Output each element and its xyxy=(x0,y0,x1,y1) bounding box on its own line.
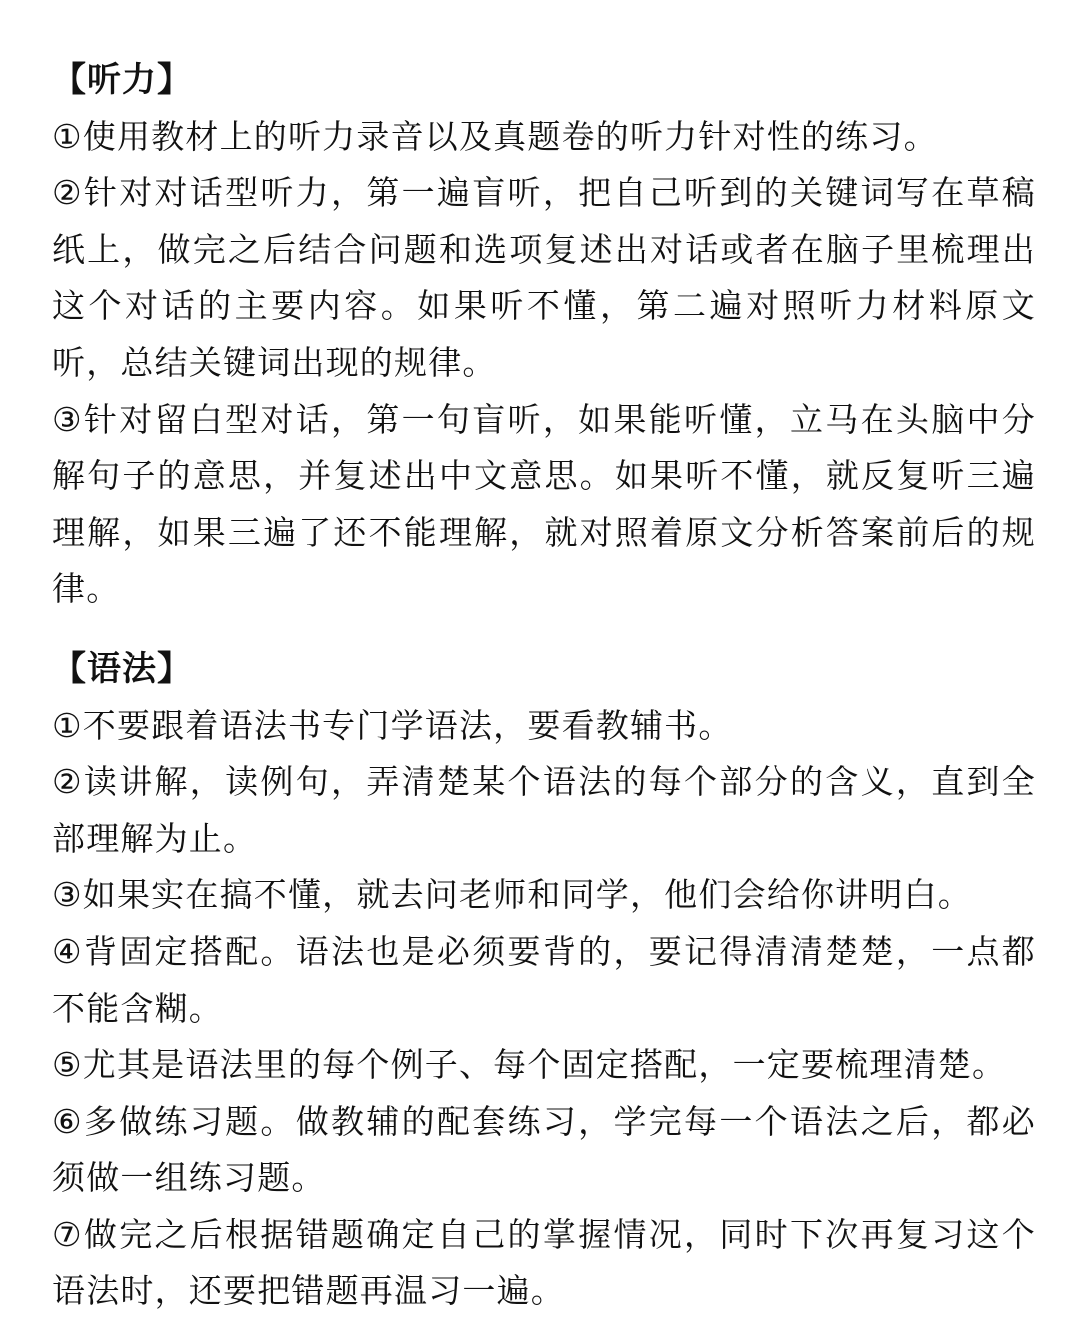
grammar-item-5: ⑤尤其是语法里的每个例子、每个固定搭配，一定要梳理清楚。 xyxy=(52,1045,1007,1085)
listening-item-2: ②针对对话型听力，第一遍盲听，把自己听到的关键词写在草稿纸上，做完之后结合问题和选项复述出对话或者在脑子里梳理出这个对话的主要内容。如果听不懂，第二遍对照听力材料原文听，总结关键词出现的规律。 xyxy=(52,173,1036,382)
listening-item-3: ③针对留白型对话，第一句盲听，如果能听懂，立马在头脑中分解句子的意思，并复述出中文意思。如果听不懂，就反复听三遍理解，如果三遍了还不能理解，就对照着原文分析答案前后的规律。 xyxy=(52,399,1036,609)
grammar-item-1: ①不要跟着语法书专门学语法，要看教辅书。 xyxy=(52,705,733,745)
grammar-item-4: ④背固定搭配。语法也是必须要背的，要记得清清楚楚，一点都不能含糊。 xyxy=(52,931,1036,1028)
listening-section xyxy=(52,52,1036,618)
grammar-item-3: ③如果实在搞不懂，就去问老师和同学，他们会给你讲明白。 xyxy=(52,875,972,915)
grammar-item-2: ②读讲解，读例句，弄清楚某个语法的每个部分的含义，直到全部理解为止。 xyxy=(52,762,1036,858)
grammar-item-7: ⑦做完之后根据错题确定自己的掌握情况，同时下次再复习这个语法时，还要把错题再温习一遍。 xyxy=(52,1214,1036,1311)
listening-item-1: ①使用教材上的听力录音以及真题卷的听力针对性的练习。 xyxy=(52,116,938,156)
grammar-section xyxy=(52,641,1036,1320)
grammar-item-6: ⑥多做练习题。做教辅的配套练习，学完每一个语法之后，都必须做一组练习题。 xyxy=(52,1101,1036,1198)
section-spacer xyxy=(52,618,1036,641)
section-heading-listening: 【听力】 xyxy=(52,60,192,100)
section-heading-grammar: 【语法】 xyxy=(52,648,192,689)
